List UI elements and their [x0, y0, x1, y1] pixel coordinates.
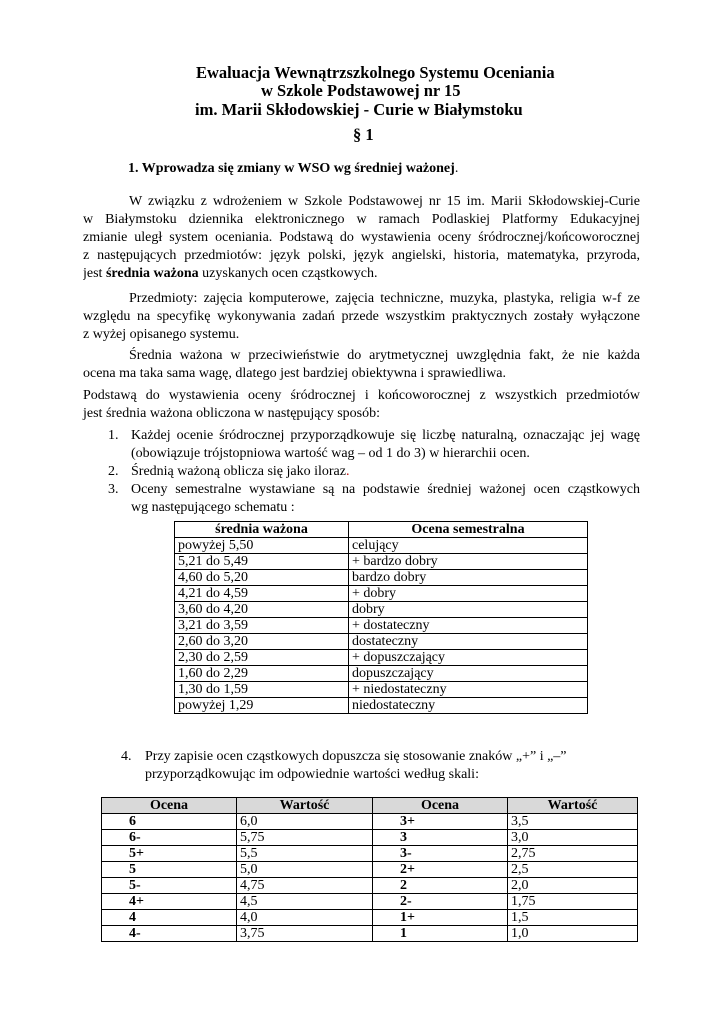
table-row: [102, 814, 638, 830]
grade-cell: 5+: [102, 846, 237, 862]
section-number: § 1: [353, 125, 374, 144]
grade-value-table: [101, 797, 638, 942]
section-heading: [128, 160, 458, 178]
paragraph-line: [83, 265, 640, 283]
grade-cell: + niedostateczny: [349, 682, 588, 698]
grade-scale-table: [174, 521, 588, 714]
list-number: 2.: [108, 464, 119, 479]
grade-cell: 1+: [373, 910, 508, 926]
list-item-line: Przy zapisie ocen cząstkowych dopuszcza się stosowanie znaków „+” i „–”: [145, 749, 567, 764]
list-item: [83, 427, 640, 463]
average-range-cell: 1,60 do 2,29: [175, 666, 349, 682]
table-row: [102, 846, 638, 862]
text-span: uzyskanych ocen cząstkowych.: [198, 266, 378, 281]
table-row: [102, 862, 638, 878]
value-cell: 4,0: [237, 910, 373, 926]
table-row: [175, 586, 588, 602]
average-range-cell: 2,30 do 2,59: [175, 650, 349, 666]
grade-cell: 4-: [102, 926, 237, 942]
grade-cell: niedostateczny: [349, 698, 588, 714]
list-item-line: Oceny semestralne wystawiane są na podstawie średniej ważonej ocen cząstkowych: [131, 482, 640, 497]
table-row: [175, 634, 588, 650]
document-title-line-3: im. Marii Skłodowskiej - Curie w Białymstoku: [195, 100, 523, 119]
grade-cell: 3+: [373, 814, 508, 830]
table-row: [102, 878, 638, 894]
column-header: Wartość: [237, 798, 373, 814]
column-header: Ocena: [102, 798, 237, 814]
value-cell: 1,0: [508, 926, 638, 942]
table-row: [175, 538, 588, 554]
grade-cell: + dopuszczający: [349, 650, 588, 666]
list-number: 3.: [108, 482, 119, 497]
grade-cell: dopuszczający: [349, 666, 588, 682]
average-range-cell: 3,21 do 3,59: [175, 618, 349, 634]
document-title-line-1: Ewaluacja Wewnątrzszkolnego Systemu Oceniania: [196, 63, 555, 82]
grade-cell: 6: [102, 814, 237, 830]
grade-cell: celujący: [349, 538, 588, 554]
document-title-line-2: w Szkole Podstawowej nr 15: [261, 81, 461, 100]
paragraph-line: Podstawą do wystawienia oceny śródrocznej i końcoworocznej z wszystkich przedmiotów: [83, 388, 640, 403]
paragraph-line: W związku z wdrożeniem w Szkole Podstawowej nr 15 im. Marii Skłodowskiej-Curie: [129, 194, 640, 209]
text-span: Średnią ważoną oblicza się jako iloraz: [131, 464, 346, 479]
paragraph-basis: [83, 387, 640, 423]
paragraph-line: z wyżej opisanego systemu.: [83, 327, 240, 342]
grade-cell: 4+: [102, 894, 237, 910]
paragraph-line: Przedmioty: zajęcia komputerowe, zajęcia techniczne, muzyka, plastyka, religia w-f ze: [129, 291, 640, 306]
paragraph-line: z następujących przedmiotów: język polski, język angielski, historia, matematyka, przyroda,: [83, 248, 640, 263]
value-cell: 5,0: [237, 862, 373, 878]
paragraph-line: Średnia ważona w przeciwieństwie do arytmetycznej uwzględnia fakt, że nie każda: [129, 348, 640, 363]
column-header: Wartość: [508, 798, 638, 814]
value-cell: 5,5: [237, 846, 373, 862]
average-range-cell: 3,60 do 4,20: [175, 602, 349, 618]
table-row: [175, 698, 588, 714]
value-cell: 1,75: [508, 894, 638, 910]
paragraph-line: zmianie uległ system oceniania. Podstawą do wystawienia oceny śródrocznej/końcoworocznej: [83, 230, 640, 245]
paragraph-excluded-subjects: [83, 290, 640, 344]
value-cell: 1,5: [508, 910, 638, 926]
value-cell: 5,75: [237, 830, 373, 846]
table-header-row: [102, 798, 638, 814]
paragraph-intro: [83, 193, 640, 283]
section-heading-suffix: .: [454, 161, 459, 176]
average-range-cell: 1,30 do 1,59: [175, 682, 349, 698]
table-row: [175, 682, 588, 698]
table-row: [175, 650, 588, 666]
average-range-cell: powyżej 1,29: [175, 698, 349, 714]
list-item: [83, 748, 640, 784]
column-header: średnia ważona: [175, 522, 349, 538]
list-item-line: wg następującego schematu :: [131, 500, 295, 515]
average-range-cell: 2,60 do 3,20: [175, 634, 349, 650]
value-cell: 2,0: [508, 878, 638, 894]
grade-cell: 5: [102, 862, 237, 878]
list-item-line: Każdej ocenie śródrocznej przyporządkowuje się liczbę naturalną, oznaczając jej wagę: [131, 428, 640, 443]
grade-cell: 3: [373, 830, 508, 846]
grade-cell: 3-: [373, 846, 508, 862]
table-row: [102, 926, 638, 942]
grade-cell: + dobry: [349, 586, 588, 602]
paragraph-line: w Białymstoku dziennika elektronicznego w ramach Podlaskiej Platformy Edukacyjnej: [83, 212, 640, 227]
column-header: Ocena: [373, 798, 508, 814]
list-number: 1.: [108, 428, 119, 443]
table-row: [175, 570, 588, 586]
table-row: [175, 554, 588, 570]
grade-cell: 2: [373, 878, 508, 894]
grade-cell: 6-: [102, 830, 237, 846]
list-item: [83, 481, 640, 517]
list-item: [83, 463, 640, 481]
paragraph-weighted-average: [83, 347, 640, 383]
table-row: [102, 830, 638, 846]
table-row: [102, 894, 638, 910]
grade-cell: 1: [373, 926, 508, 942]
table-row: [175, 602, 588, 618]
average-range-cell: 4,21 do 4,59: [175, 586, 349, 602]
list-item-body: [83, 748, 640, 784]
grade-cell: dobry: [349, 602, 588, 618]
grade-cell: 5-: [102, 878, 237, 894]
bold-term: średnia ważona: [105, 266, 199, 281]
text-span: jest: [83, 266, 106, 281]
grade-cell: + bardzo dobry: [349, 554, 588, 570]
table-row: [175, 666, 588, 682]
average-range-cell: powyżej 5,50: [175, 538, 349, 554]
value-cell: 3,0: [508, 830, 638, 846]
grade-cell: + dostateczny: [349, 618, 588, 634]
average-range-cell: 4,60 do 5,20: [175, 570, 349, 586]
table-row: [102, 910, 638, 926]
value-cell: 4,75: [237, 878, 373, 894]
list-item-line: przyporządkowując im odpowiednie wartości według skali:: [145, 767, 479, 782]
grade-cell: 2+: [373, 862, 508, 878]
text-span: .: [345, 464, 350, 479]
value-cell: 3,75: [237, 926, 373, 942]
grade-cell: 4: [102, 910, 237, 926]
list-item-line: (obowiązuje trójstopniowa wartość wag – od 1 do 3) w hierarchii ocen.: [131, 446, 530, 461]
column-header: Ocena semestralna: [349, 522, 588, 538]
paragraph-line: ocena ma taka sama wagę, dlatego jest bardziej obiektywna i sprawiedliwa.: [83, 366, 506, 381]
grade-cell: 2-: [373, 894, 508, 910]
list-item-line: [131, 463, 640, 481]
grade-cell: dostateczny: [349, 634, 588, 650]
table-header-row: [175, 522, 588, 538]
paragraph-line: jest średnia ważona obliczona w następujący sposób:: [83, 406, 381, 421]
list-number: 4.: [121, 749, 132, 764]
section-heading-text: 1. Wprowadza się zmiany w WSO wg średniej ważonej: [128, 161, 455, 176]
average-range-cell: 5,21 do 5,49: [175, 554, 349, 570]
paragraph-line: względu na specyfikę wykonywania zadań przede wszystkim praktycznych zostały wyłączone: [83, 309, 640, 324]
value-cell: 2,75: [508, 846, 638, 862]
value-cell: 2,5: [508, 862, 638, 878]
grade-cell: bardzo dobry: [349, 570, 588, 586]
numbered-list: [83, 427, 640, 517]
value-cell: 4,5: [237, 894, 373, 910]
table-row: [175, 618, 588, 634]
value-cell: 3,5: [508, 814, 638, 830]
value-cell: 6,0: [237, 814, 373, 830]
